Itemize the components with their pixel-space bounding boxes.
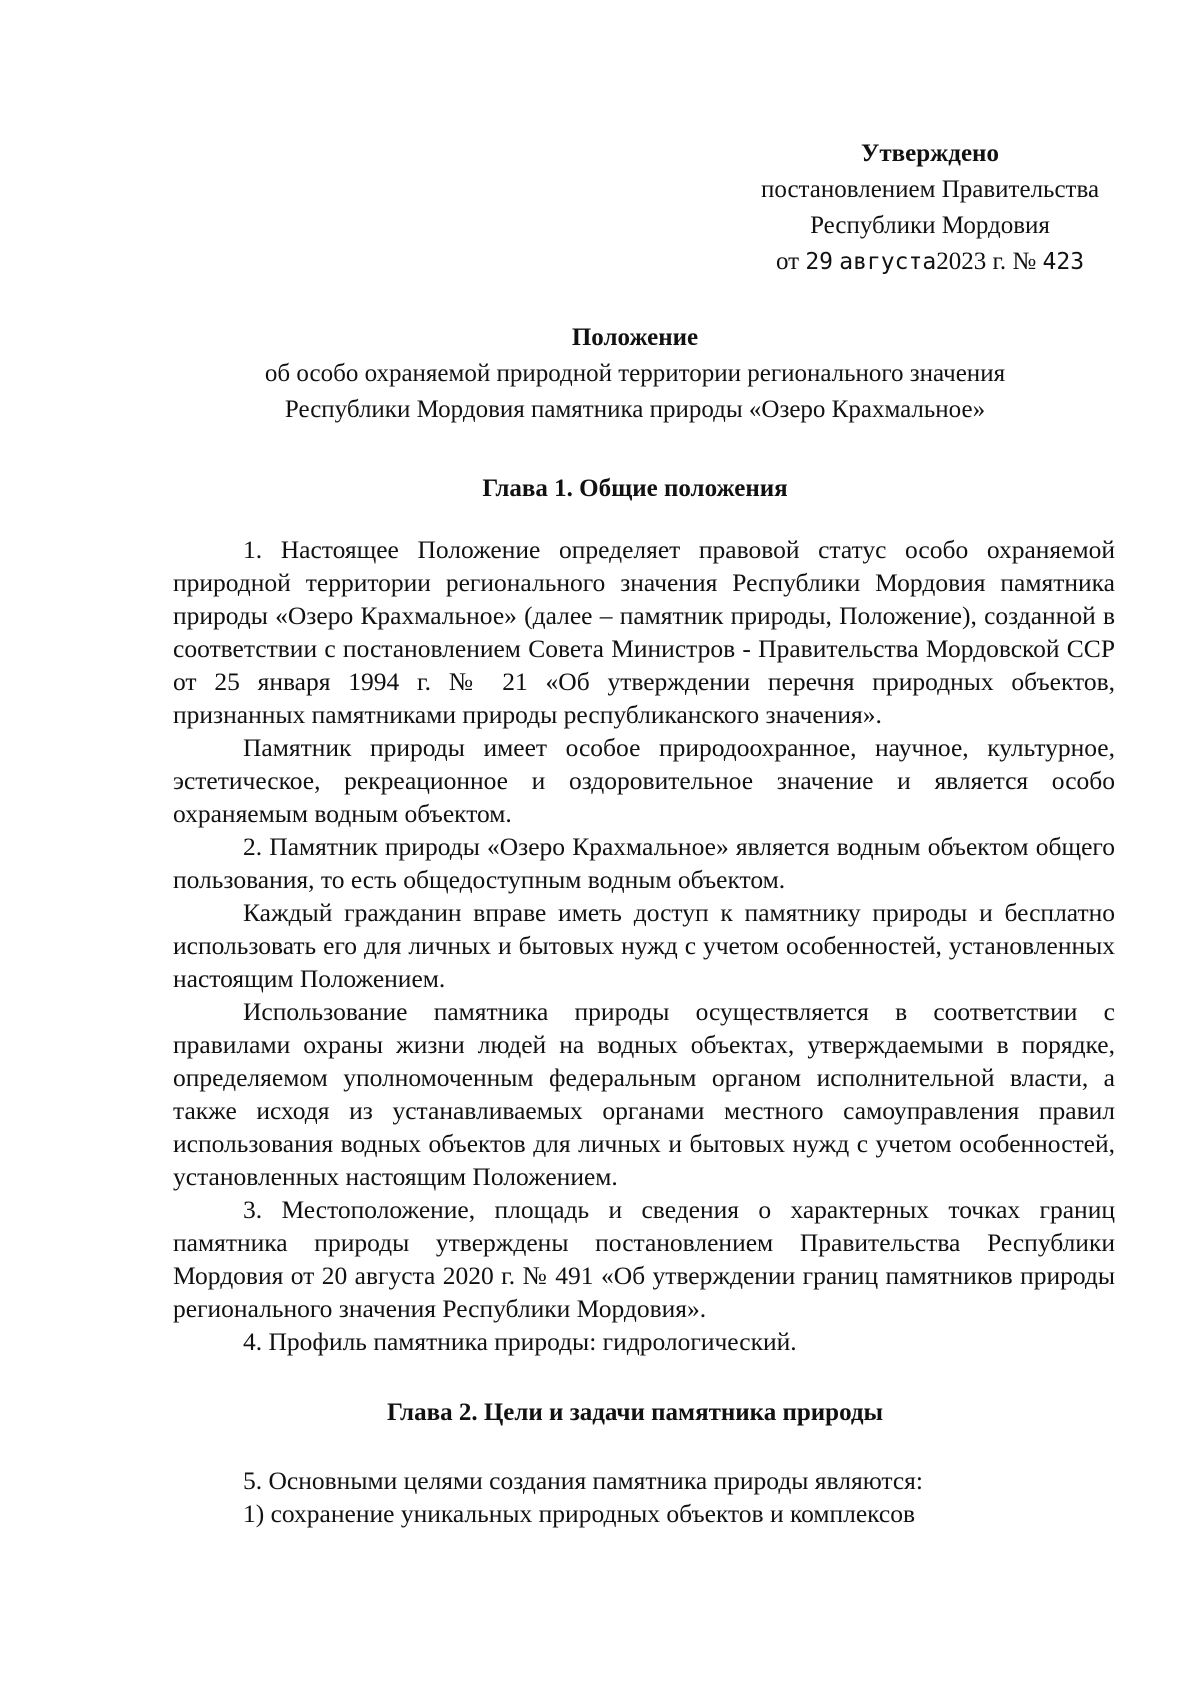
approval-number: 423 bbox=[1042, 249, 1085, 275]
approval-line-2: Республики Мордовия bbox=[810, 212, 1050, 239]
approval-stamp bbox=[740, 136, 1120, 280]
paragraph: 1. Настоящее Положение определяет правовой статус особо охраняемой природной территории регионального значения Республики Мордовия памятника природы «Озеро Крахмальное» (далее – памятник природы, Положение), созданной в соответствии с постановлением Совета Министров - Правительства Мордовской ССР от 25 января 1994 г. № 21 «Об утверждении перечня природных объектов, признанных памятниками природы республиканского значения». bbox=[173, 535, 1115, 729]
approval-date-line bbox=[740, 244, 1120, 280]
paragraph: Каждый гражданин вправе иметь доступ к памятнику природы и бесплатно использовать его для личных и бытовых нужд с учетом особенностей, установленных настоящим Положением. bbox=[173, 898, 1115, 993]
chapter-2-heading: Глава 2. Цели и задачи памятника природы bbox=[386, 1399, 884, 1426]
approval-day: 29 bbox=[805, 249, 834, 275]
paragraph: 3. Местоположение, площадь и сведения о характерных точках границ памятника природы утверждены постановлением Правительства Республики Мордовия от 20 августа 2020 г. № 491 «Об утверждении границ памятников природы регионального значения Республики Мордовия». bbox=[173, 1195, 1115, 1323]
document-subtitle-line-1: об особо охраняемой природной территории регионального значения bbox=[264, 360, 1006, 387]
paragraph: 4. Профиль памятника природы: гидрологический. bbox=[243, 1327, 797, 1356]
approval-month: августа bbox=[839, 249, 937, 275]
document-subtitle-line-2: Республики Мордовия памятника природы «Озеро Крахмальное» bbox=[284, 396, 986, 423]
paragraph: 1) сохранение уникальных природных объектов и комплексов bbox=[243, 1499, 916, 1528]
document-title-block bbox=[170, 320, 1100, 428]
chapter-1-body bbox=[173, 533, 1115, 1358]
document-title: Положение bbox=[571, 324, 699, 351]
approval-title: Утверждено bbox=[861, 140, 999, 167]
paragraph: 5. Основными целями создания памятника природы являются: bbox=[243, 1466, 923, 1495]
chapter-2-body bbox=[173, 1464, 1115, 1530]
paragraph: Использование памятника природы осуществляется в соответствии с правилами охраны жизни людей на водных объектах, утверждаемыми в порядке, определяемом уполномоченным федеральным органом исполнительной власти, а также исходя из устанавливаемых органами местного самоуправления правил использования водных объектов для личных и бытовых нужд с учетом особенностей, установленных настоящим Положением. bbox=[173, 997, 1115, 1191]
approval-year: 2023 г. № bbox=[936, 248, 1037, 275]
paragraph: 2. Памятник природы «Озеро Крахмальное» является водным объектом общего пользования, то есть общедоступным водным объектом. bbox=[173, 832, 1115, 894]
approval-line-1: постановлением Правительства bbox=[760, 176, 1100, 203]
approval-date-prefix: от bbox=[775, 248, 800, 275]
chapter-1-heading: Глава 1. Общие положения bbox=[482, 475, 788, 502]
paragraph: Памятник природы имеет особое природоохранное, научное, культурное, эстетическое, рекреационное и оздоровительное значение и является особо охраняемым водным объектом. bbox=[173, 733, 1115, 828]
